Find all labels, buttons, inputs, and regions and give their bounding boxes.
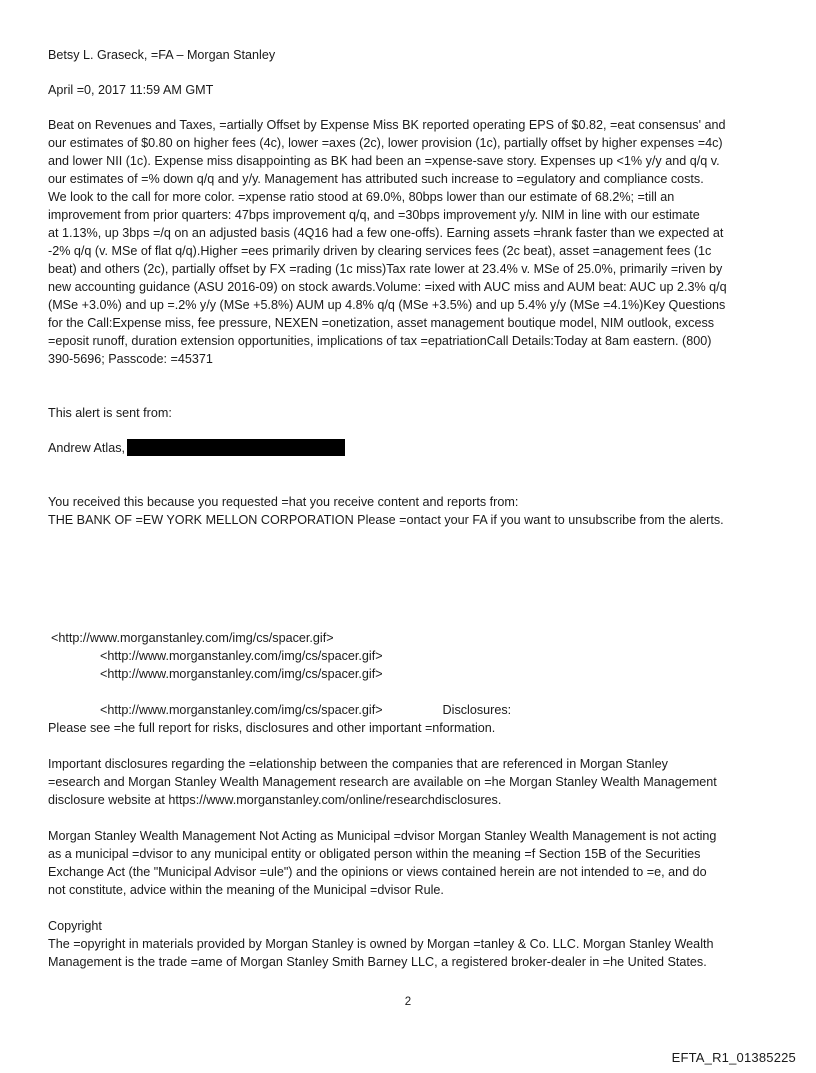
summary-line: our estimates of =% down q/q and y/y. Management has attributed such increase to =egulatory and compliance costs. bbox=[48, 172, 704, 186]
spacer-link[interactable]: <http://www.morganstanley.com/img/cs/spacer.gif> bbox=[100, 703, 383, 717]
spacer-link-row bbox=[48, 701, 776, 719]
document-page bbox=[48, 46, 776, 971]
summary-line: beat) and others (2c), partially offset by FX =rading (1c miss)Tax rate lower at 23.4% v. MSe of 25.0%, primarily =riven by bbox=[48, 262, 723, 276]
report-summary bbox=[48, 116, 776, 368]
disclosures-label: Disclosures: bbox=[442, 703, 512, 717]
redaction-bar bbox=[127, 439, 345, 456]
summary-line: -2% q/q (v. MSe of flat q/q).Higher =ees primarily driven by clearing services fees (2c beat), asset =anagement fees (1c bbox=[48, 244, 712, 258]
municipal-line: Morgan Stanley Wealth Management Not Acting as Municipal =dvisor Morgan Stanley Wealth Management is not acting bbox=[48, 829, 717, 843]
spacer-link[interactable]: <http://www.morganstanley.com/img/cs/spacer.gif> bbox=[51, 631, 334, 645]
sender-intro: This alert is sent from: bbox=[48, 406, 172, 420]
summary-line: our estimates of $0.80 on higher fees (4c), lower =axes (2c), lower provision (1c), partially offset by higher expenses =4c) bbox=[48, 136, 723, 150]
summary-line: (MSe +3.0%) and up =.2% y/y (MSe +5.8%) AUM up 4.8% q/q (MSe +3.5%) and up 5.4% y/y (MSe =4.1%)Key Questions bbox=[48, 298, 726, 312]
spacer-links bbox=[48, 629, 776, 737]
subscription-notice bbox=[48, 493, 776, 529]
copyright-section bbox=[48, 917, 776, 971]
summary-line: 390-5696; Passcode: =45371 bbox=[48, 352, 213, 366]
disclosure-line: =esearch and Morgan Stanley Wealth Management research are available on =he Morgan Stanley Wealth Management bbox=[48, 775, 717, 789]
spacer-link[interactable]: <http://www.morganstanley.com/img/cs/spacer.gif> bbox=[100, 667, 383, 681]
copyright-line: Management is the trade =ame of Morgan Stanley Smith Barney LLC, a registered broker-dealer in =he United States. bbox=[48, 955, 707, 969]
copyright-line: The =opyright in materials provided by Morgan Stanley is owned by Morgan =tanley & Co. LLC. Morgan Stanley Wealth bbox=[48, 937, 714, 951]
subscription-line: You received this because you requested =hat you receive content and reports from: bbox=[48, 495, 519, 509]
summary-line: for the Call:Expense miss, fee pressure, NEXEN =onetization, asset management boutique model, NIM outlook, excess bbox=[48, 316, 715, 330]
document-id: EFTA_R1_01385225 bbox=[671, 1050, 796, 1065]
subscription-line: THE BANK OF =EW YORK MELLON CORPORATION Please =ontact your FA if you want to unsubscribe from the alerts. bbox=[48, 513, 724, 527]
municipal-advisor-notice bbox=[48, 827, 776, 899]
municipal-line: as a municipal =dvisor to any municipal entity or obligated person within the meaning =f Section 15B of the Securities bbox=[48, 847, 701, 861]
author-line: Betsy L. Graseck, =FA – Morgan Stanley bbox=[48, 48, 276, 62]
date-line: April =0, 2017 11:59 AM GMT bbox=[48, 83, 214, 97]
disclosure-line: disclosure website at https://www.morganstanley.com/online/researchdisclosures. bbox=[48, 793, 502, 807]
disclosure-line: Important disclosures regarding the =elationship between the companies that are referenced in Morgan Stanley bbox=[48, 757, 668, 771]
important-disclosures bbox=[48, 755, 776, 809]
summary-line: at 1.13%, up 3bps =/q on an adjusted basis (4Q16 had a few one-offs). Earning assets =hrank faster than we expected at bbox=[48, 226, 724, 240]
page-number: 2 bbox=[404, 996, 412, 1008]
summary-line: improvement from prior quarters: 47bps improvement q/q, and =30bps improvement y/y. NIM in line with our estimate bbox=[48, 208, 700, 222]
summary-line: We look to the call for more color. =xpense ratio stood at 69.0%, 80bps lower than our estimate of 68.2%; =till an bbox=[48, 190, 675, 204]
municipal-line: not constitute, advice within the meaning of the Municipal =dvisor Rule. bbox=[48, 883, 444, 897]
summary-line: Beat on Revenues and Taxes, =artially Offset by Expense Miss BK reported operating EPS of $0.82, =eat consensus' and bbox=[48, 118, 726, 132]
sender-line bbox=[48, 439, 776, 457]
copyright-title: Copyright bbox=[48, 919, 102, 933]
municipal-line: Exchange Act (the "Municipal Advisor =ule") and the opinions or views contained herein are not intended to =e, and do bbox=[48, 865, 707, 879]
summary-line: new accounting guidance (ASU 2016-09) on stock awards.Volume: =ixed with AUC miss and AUM beat: AUC up 2.3% q/q bbox=[48, 280, 727, 294]
spacer-link[interactable]: <http://www.morganstanley.com/img/cs/spacer.gif> bbox=[100, 649, 383, 663]
summary-line: =eposit runoff, duration extension opportunities, implications of tax =epatriationCall Details:Today at 8am eastern. (800) bbox=[48, 334, 712, 348]
see-report-line: Please see =he full report for risks, disclosures and other important =nformation. bbox=[48, 721, 496, 735]
summary-line: and lower NII (1c). Expense miss disappointing as BK had been an =xpense-save story. Expenses up <1% y/y and q/q v. bbox=[48, 154, 720, 168]
sender-name: Andrew Atlas, bbox=[48, 441, 126, 455]
